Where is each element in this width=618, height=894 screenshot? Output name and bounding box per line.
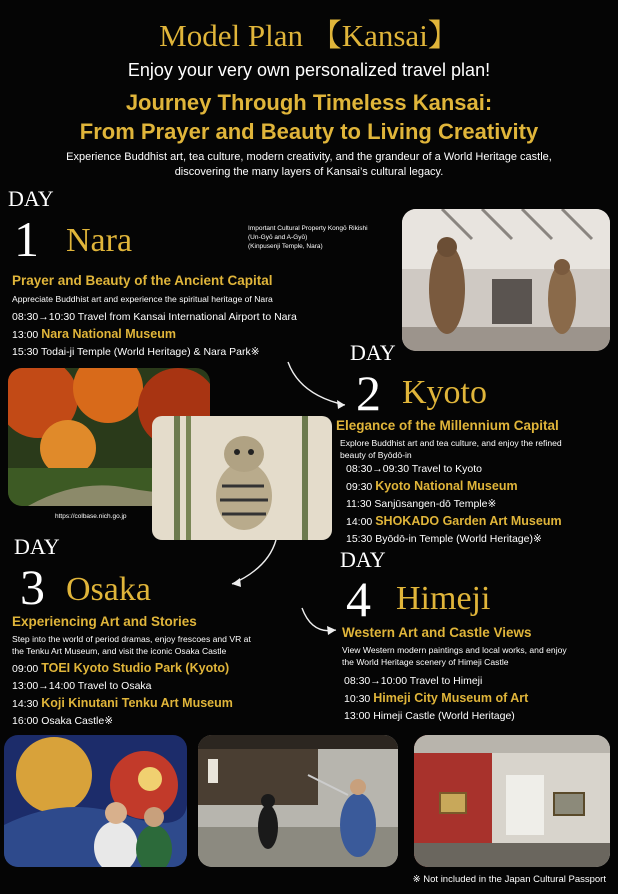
schedule-time: 13:00 (344, 710, 371, 722)
day1-city: Nara (66, 222, 133, 259)
day3-number: 3 (20, 559, 45, 615)
caption-line: (Un-Gyō and A-Gyō) (248, 234, 308, 241)
schedule-text: Osaka Castle※ (41, 715, 114, 727)
headline-line-2: From Prayer and Beauty to Living Creativity (79, 119, 539, 144)
description-line: the World Heritage scenery of Himeji Castle (342, 657, 509, 667)
schedule-time: 09:30 (346, 481, 373, 493)
day2-number: 2 (356, 365, 381, 421)
schedule-text: Travel from Kansai International Airport to Nara (77, 311, 297, 323)
day4-label: DAY (340, 547, 386, 572)
description-line: Step into the world of period dramas, enjoy frescoes and VR at (12, 634, 251, 644)
schedule-item (344, 673, 528, 690)
schedule-time: 11:30 (346, 498, 372, 510)
day2-schedule (346, 461, 562, 548)
schedule-time: 09:00 (12, 663, 39, 675)
schedule-item (346, 478, 562, 496)
schedule-time: 08:30→09:30 (346, 463, 410, 475)
footer-note: ※ Not included in the Japan Cultural Passport (412, 874, 606, 885)
schedule-time: 14:00 (346, 516, 373, 528)
day3-city: Osaka (66, 571, 151, 608)
schedule-time: 15:30 (346, 533, 373, 545)
schedule-highlight: SHOKADO Garden Art Museum (375, 514, 562, 528)
day3-schedule (12, 660, 233, 730)
day1-number: 1 (14, 211, 39, 267)
day4-schedule (344, 673, 528, 725)
schedule-text: Travel to Kyoto (411, 463, 483, 475)
schedule-item (12, 713, 233, 730)
day1-description: Appreciate Buddhist art and experience the spiritual heritage of Nara (12, 294, 273, 304)
intro-line-1: Experience Buddhist art, tea culture, modern creativity, and the grandeur of a World Heritage castle, (66, 151, 552, 163)
schedule-item (344, 708, 528, 725)
schedule-time: 13:00→14:00 (12, 680, 76, 692)
photo-period-drama (198, 735, 398, 867)
schedule-highlight: TOEI Kyoto Studio Park (Kyoto) (41, 661, 230, 675)
day3-label: DAY (14, 534, 60, 559)
schedule-item (12, 660, 233, 678)
description-line: the Tenku Art Museum, and visit the iconic Osaka Castle (12, 646, 227, 656)
day3-description (12, 633, 251, 657)
schedule-item (346, 461, 562, 478)
description-line: beauty of Byōdō-in (340, 450, 412, 460)
schedule-text: Sanjūsangen-dō Temple※ (374, 498, 497, 510)
description-line: View Western modern paintings and local works, and enjoy (342, 645, 567, 655)
schedule-highlight: Koji Kinutani Tenku Art Museum (41, 696, 233, 710)
schedule-time: 10:30 (344, 693, 371, 705)
day1-theme: Prayer and Beauty of the Ancient Capital (12, 273, 273, 288)
schedule-highlight: Himeji City Museum of Art (373, 691, 529, 705)
intro-line-2: discovering the many layers of Kansai’s cultural legacy. (174, 166, 444, 178)
description-line: Explore Buddhist art and tea culture, and enjoy the refined (340, 438, 562, 448)
schedule-item (346, 531, 562, 548)
photo-museum-gallery (414, 735, 610, 867)
schedule-time: 13:00 (12, 329, 39, 341)
day2-label: DAY (350, 340, 396, 365)
schedule-item (12, 695, 233, 713)
day2-city: Kyoto (402, 374, 487, 411)
schedule-item (346, 496, 562, 513)
schedule-highlight: Nara National Museum (41, 327, 176, 341)
schedule-time: 14:30 (12, 698, 39, 710)
page-title: Model Plan 【Kansai】 (159, 18, 459, 53)
schedule-time: 08:30→10:00 (344, 675, 408, 687)
schedule-time: 15:30 (12, 346, 39, 358)
headline-line-1: Journey Through Timeless Kansai: (125, 90, 493, 115)
schedule-text: Byōdō-in Temple (World Heritage)※ (375, 533, 542, 545)
day4-theme: Western Art and Castle Views (342, 625, 532, 640)
day1-label: DAY (8, 186, 54, 211)
caption-line: (Kinpusenji Temple, Nara) (248, 243, 323, 250)
schedule-item (344, 690, 528, 708)
schedule-highlight: Kyoto National Museum (375, 479, 518, 493)
day2-theme: Elegance of the Millennium Capital (336, 418, 559, 433)
image-source: https://colbase.nich.go.jp (55, 513, 127, 520)
schedule-text: Travel to Osaka (77, 680, 152, 692)
schedule-item (12, 678, 233, 695)
schedule-text: Travel to Himeji (409, 675, 483, 687)
day4-city: Himeji (396, 580, 491, 617)
schedule-text: Todai-ji Temple (World Heritage) & Nara Park※ (41, 346, 260, 358)
day3-theme: Experiencing Art and Stories (12, 614, 197, 629)
schedule-text: Himeji Castle (World Heritage) (373, 710, 515, 722)
day4-description (342, 644, 567, 668)
day2-description (340, 437, 562, 461)
page-subtitle: Enjoy your very own personalized travel plan! (127, 60, 491, 80)
photo-art-vr (4, 735, 187, 867)
schedule-time: 16:00 (12, 715, 39, 727)
caption-line: Important Cultural Property Kongō Rikishi (248, 225, 368, 232)
day4-number: 4 (346, 571, 371, 627)
schedule-item (346, 513, 562, 531)
schedule-time: 08:30→10:30 (12, 311, 76, 323)
